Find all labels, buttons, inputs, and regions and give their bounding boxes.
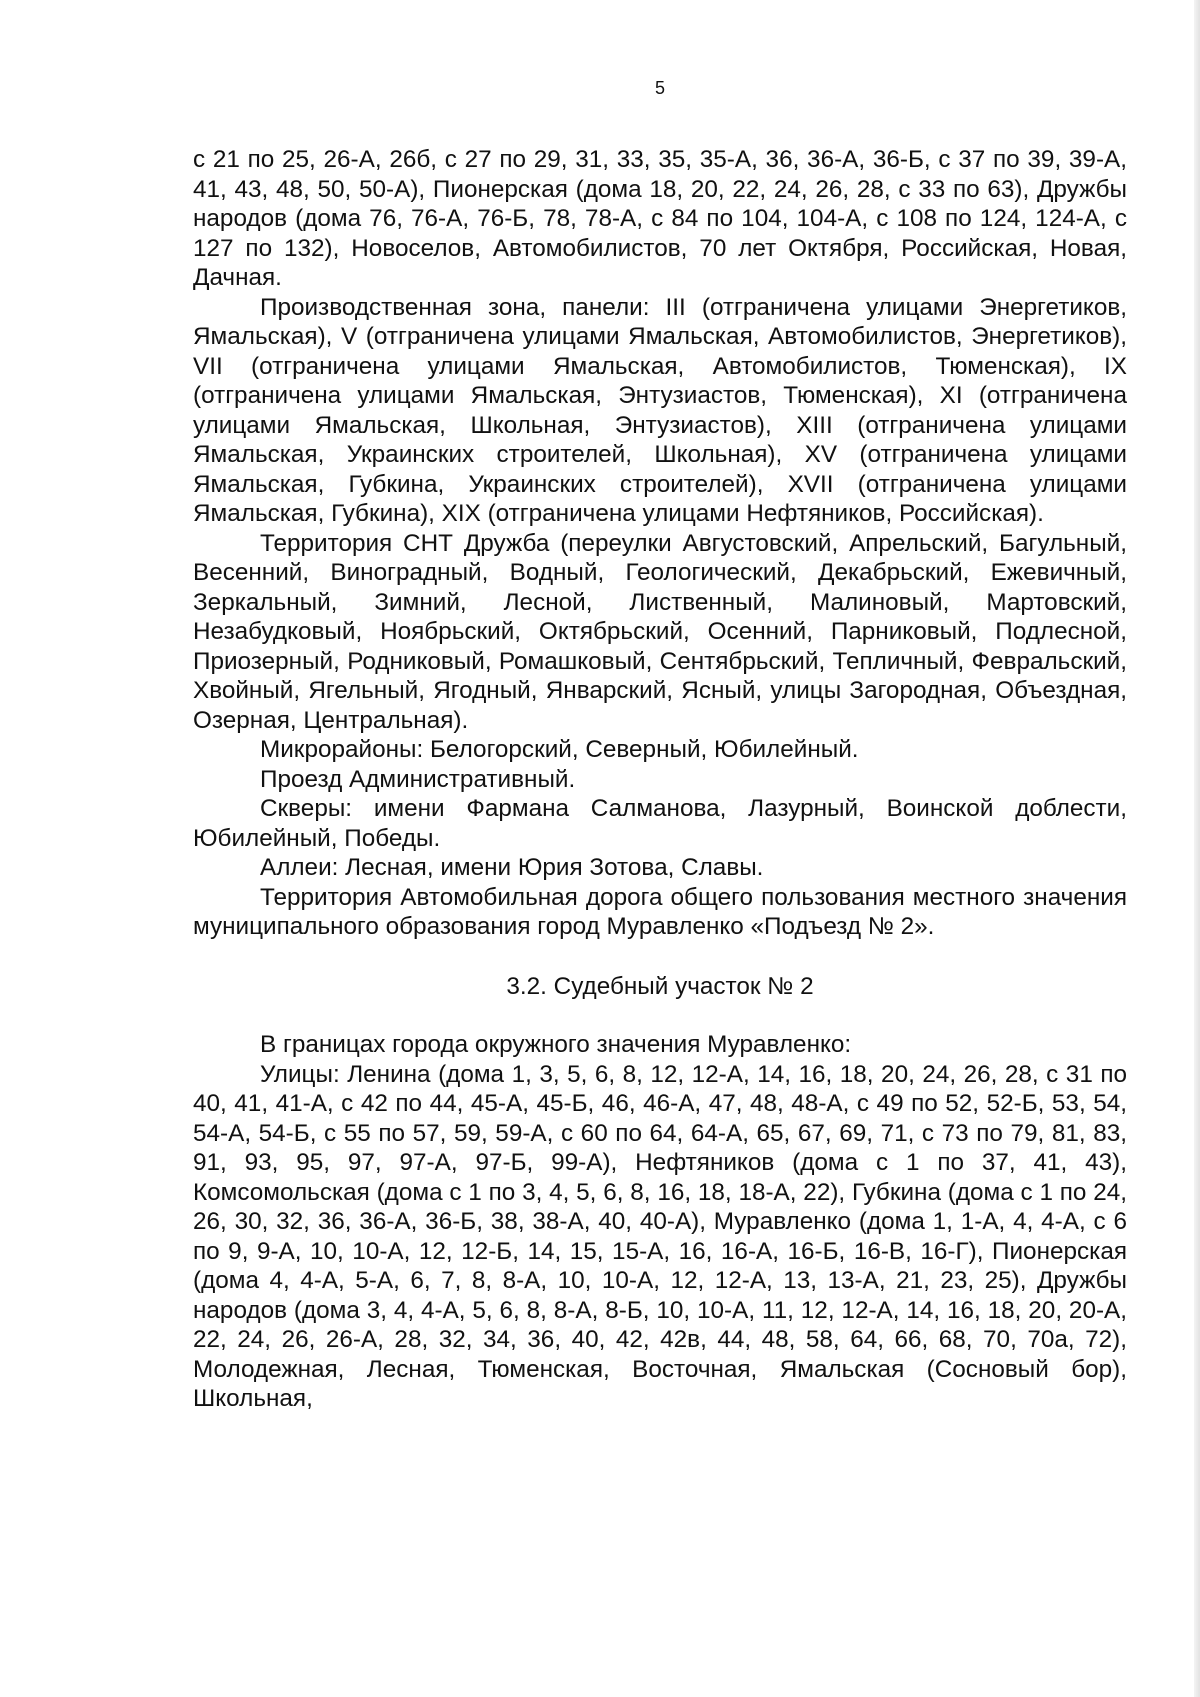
paragraph-passage: Проезд Административный.	[260, 765, 576, 793]
paragraph-squares: Скверы: имени Фармана Салманова, Лазурный, Воинской доблести, Юбилейный, Победы.	[193, 795, 1127, 852]
paragraph-streets: Улицы: Ленина (дома 1, 3, 5, 6, 8, 12, 12-А, 14, 16, 18, 20, 24, 26, 28, с 31 по 40, 41, 41-А, с 42 по 44, 45-А, 45-Б, 46, 46-А, 47, 48, 48-А, с 49 по 52, 52-Б, 53, 54, 54-А, 54-Б, с 55 по 57, 59, 59-А, с 60 по 64, 64-А, 65, 67, 69, 71, с 73 по 79, 81, 83, 91, 93, 95, 97, 97-А, 97-Б, 99-А), Нефтяников (дома с 1 по 37, 41, 43), Комсомольская (дома с 1 по 3, 4, 5, 6, 8, 16, 18, 18-А, 22), Губкина (дома с 1 по 24, 26, 30, 32, 36, 36-А, 36-Б, 38, 38-А, 40, 40-А), Муравленко (дома 1, 1-А, 4, 4-А, с 6 по 9, 9-А, 10, 10-А, 12, 12-Б, 14, 15, 15-А, 16, 16-А, 16-Б, 16-В, 16-Г), Пионерская (дома 4, 4-А, 5-А, 6, 7, 8, 8-А, 10, 10-А, 12, 12-А, 13, 13-А, 21, 23, 25), Дружбы народов (дома 3, 4, 4-А, 5, 6, 8, 8-А, 8-Б, 10, 10-А, 11, 12, 12-А, 14, 16, 18, 20, 20-А, 22, 24, 26, 26-А, 28, 32, 34, 36, 40, 42, 42в, 44, 48, 58, 64, 66, 68, 70, 70а, 72), Молодежная, Лесная, Тюменская, Восточная, Ямальская (Сосновый бор), Школьная,	[193, 1060, 1127, 1412]
paragraph-road-territory: Территория Автомобильная дорога общего пользования местного значения муниципального образования город Муравленко «Подъезд № 2».	[193, 883, 1127, 940]
paragraph-production-zone: Производственная зона, панели: III (отграничена улицами Энергетиков, Ямальская), V (отграничена улицами Ямальская, Автомобилистов, Энергетиков), VII (отграничена улицами Ямальская, Автомобилистов, Тюменская), IX (отграничена улицами Ямальская, Энтузиастов, Тюменская), XI (отграничена улицами Ямальская, Школьная, Энтузиастов), XIII (отграничена улицами Ямальская, Украинских строителей, Школьная), XV (отграничена улицами Ямальская, Губкина, Украинских строителей), XVII (отграничена улицами Ямальская, Губкина), XIX (отграничена улицами Нефтяников, Российская).	[193, 293, 1127, 527]
page-edge-shadow	[1194, 0, 1200, 1697]
document-body	[193, 145, 1127, 1414]
paragraph-city-bounds: В границах города окружного значения Муравленко:	[260, 1031, 852, 1058]
section-heading: 3.2. Судебный участок № 2	[506, 972, 814, 1000]
paragraph-alleys: Аллеи: Лесная, имени Юрия Зотова, Славы.	[260, 854, 764, 881]
paragraph-microdistricts: Микрорайоны: Белогорский, Северный, Юбилейный.	[260, 736, 859, 763]
paragraph-snt-druzhba: Территория СНТ Дружба (переулки Августовский, Апрельский, Багульный, Весенний, Виноградный, Водный, Геологический, Декабрьский, Ежевичный, Зеркальный, Зимний, Лесной, Лиственный, Малиновый, Мартовский, Незабудковый, Ноябрьский, Октябрьский, Осенний, Парниковый, Подлесной, Приозерный, Родниковый, Ромашковый, Сентябрьский, Тепличный, Февральский, Хвойный, Ягельный, Ягодный, Январский, Ясный, улицы Загородная, Объездная, Озерная, Центральная).	[193, 529, 1127, 734]
paragraph-continuation: с 21 по 25, 26-А, 26б, с 27 по 29, 31, 33, 35, 35-А, 36, 36-А, 36-Б, с 37 по 39, 39-А, 41, 43, 48, 50, 50-А), Пионерская (дома 18, 20, 22, 24, 26, 28, с 33 по 63), Дружбы народов (дома 76, 76-А, 76-Б, 78, 78-А, с 84 по 104, 104-А, с 108 по 124, 124-А, с 127 по 132), Новоселов, Автомобилистов, 70 лет Октября, Российская, Новая, Дачная.	[193, 146, 1127, 291]
page-number: 5	[654, 78, 665, 98]
